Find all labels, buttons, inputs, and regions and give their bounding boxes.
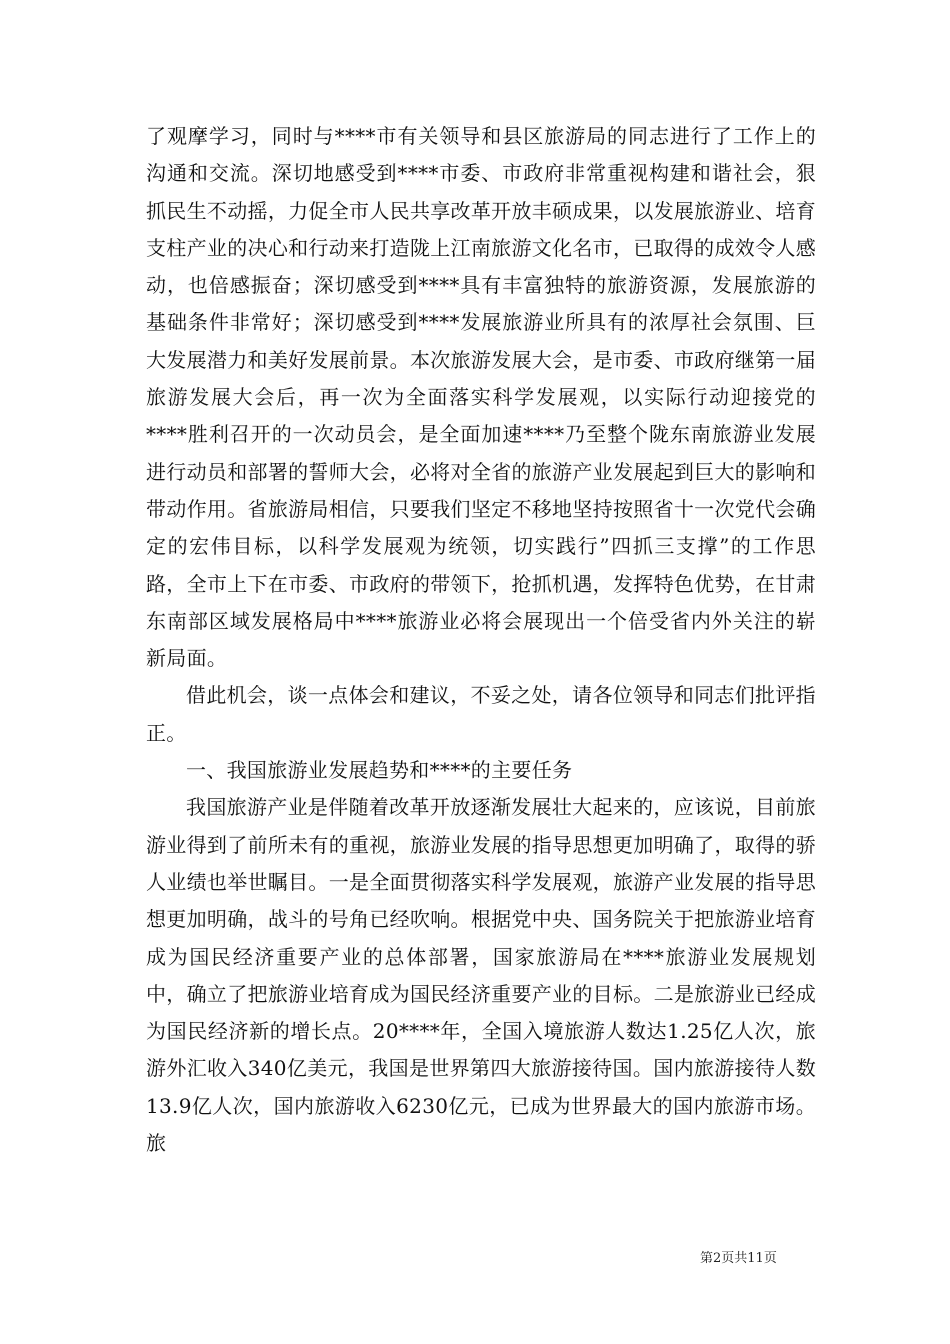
document-body [146, 118, 816, 1162]
section-heading-trends: 一、我国旅游业发展趋势和****的主要任务 [186, 758, 573, 783]
page-number: 第2页共11页 [700, 1251, 777, 1266]
paragraph-opportunity-remarks: 借此机会，谈一点体会和建议，不妥之处，请各位领导和同志们批评指正。 [146, 683, 816, 745]
paragraph-tourism-industry: 我国旅游产业是伴随着改革开放逐渐发展壮大起来的，应该说，目前旅游业得到了前所未有的重视，旅游业发展的指导思想更加明确了，取得的骄人业绩也举世瞩目。一是全面贯彻落实科学发展观，旅游产业发展的指导思想更加明确，战斗的号角已经吹响。根据党中央、国务院关于把旅游业培育成为国民经济重要产业的总体部署，国家旅游局在****旅游业发展规划中，确立了把旅游业培育成为国民经济重要产业的目标。二是旅游业已经成为国民经济新的增长点。20****年，全国入境旅游人数达1.25亿人次，旅游外汇收入340亿美元，我国是世界第四大旅游接待国。国内旅游接待人数13.9亿人次，国内旅游收入6230亿元，已成为世界最大的国内旅游市场。旅 [146, 795, 816, 1156]
paragraph-observation-summary: 了观摩学习，同时与****市有关领导和县区旅游局的同志进行了工作上的沟通和交流。深切地感受到****市委、市政府非常重视构建和谐社会，狠抓民生不动摇，力促全市人民共享改革开放丰硕成果，以发展旅游业、培育支柱产业的决心和行动来打造陇上江南旅游文化名市，已取得的成效令人感动，也倍感振奋；深切感受到****具有丰富独特的旅游资源，发展旅游的基础条件非常好；深切感受到****发展旅游业所具有的浓厚社会氛围、巨大发展潜力和美好发展前景。本次旅游发展大会，是市委、市政府继第一届旅游发展大会后，再一次为全面落实科学发展观，以实际行动迎接党的****胜利召开的一次动员会，是全面加速****乃至整个陇东南旅游业发展进行动员和部署的誓师大会，必将对全省的旅游产业发展起到巨大的影响和带动作用。省旅游局相信，只要我们坚定不移地坚持按照省十一次党代会确定的宏伟目标，以科学发展观为统领，切实践行”四抓三支撑”的工作思路，全市上下在市委、市政府的带领下，抢抓机遇，发挥特色优势，在甘肃东南部区域发展格局中****旅游业必将会展现出一个倍受省内外关注的崭新局面。 [146, 124, 816, 671]
